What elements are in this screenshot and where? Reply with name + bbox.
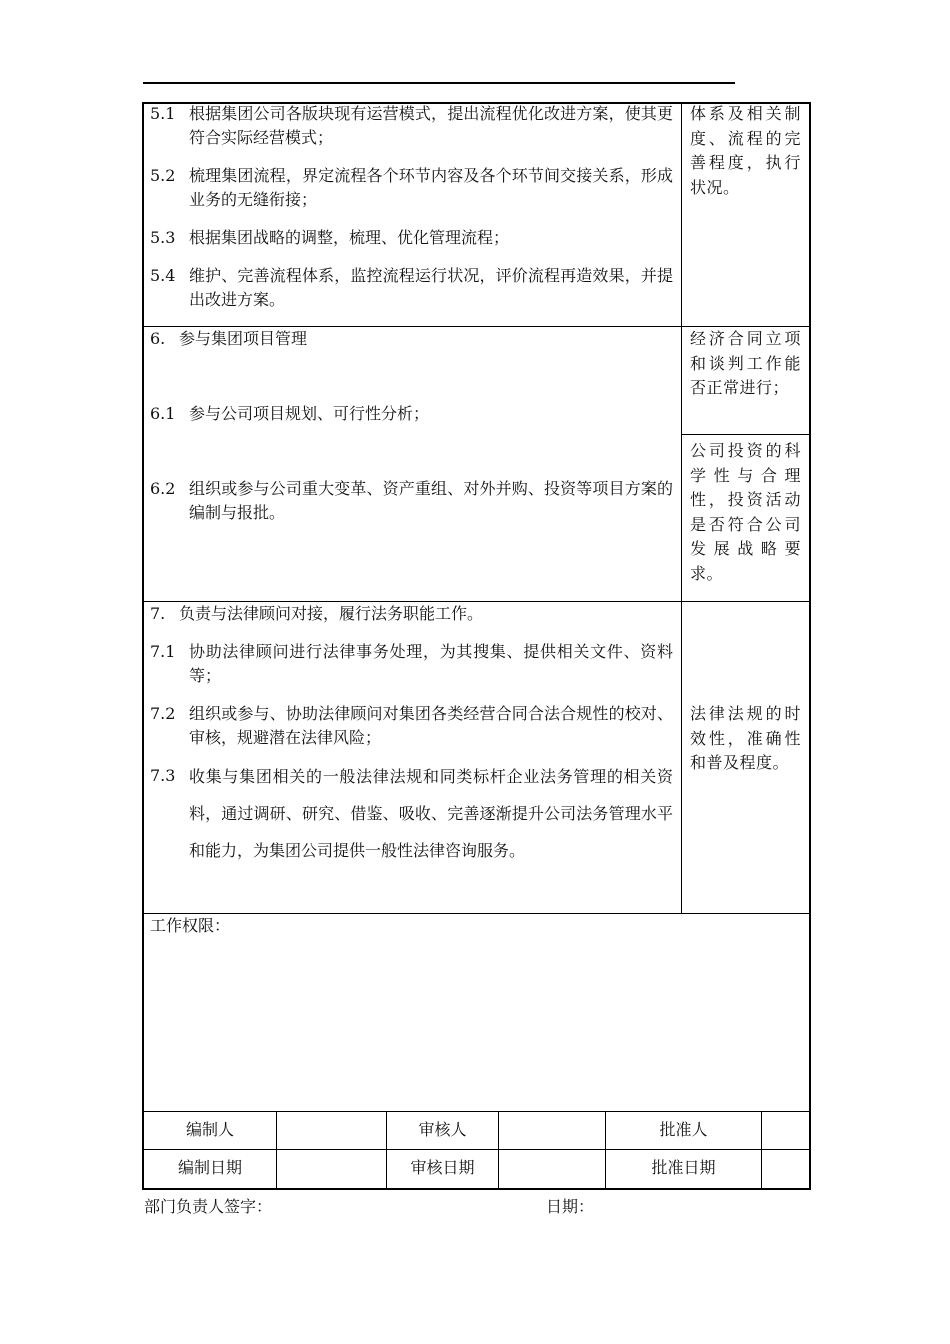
review-date-label: 审核日期 xyxy=(410,1158,475,1177)
standard-text: 经济合同立项和谈判工作能否正常进行； xyxy=(690,329,801,397)
duty-item: 5.3 根据集团战略的调整，梳理、优化管理流程； xyxy=(150,228,510,247)
duty-item: 7.2 组织或参与、协助法律顾问对集团各类经营合同合法合规性的校对、审核，规避潜在法律风险； xyxy=(150,704,673,747)
section-6-standard-2 xyxy=(682,435,809,601)
standard-text: 公司投资的科学性与合理性，投资活动是否符合公司发展战略要求。 xyxy=(690,441,801,583)
reviewer-label: 审核人 xyxy=(418,1120,467,1139)
approver-label: 批准人 xyxy=(659,1120,708,1139)
footer-date-label: 日期： xyxy=(546,1197,595,1216)
table-border-right xyxy=(809,102,811,1190)
duty-item: 6.1 参与公司项目规划、可行性分析； xyxy=(150,404,430,423)
section-6-standard-1 xyxy=(682,327,809,434)
section-heading: 7. 负责与法律顾问对接，履行法务职能工作。 xyxy=(150,604,484,623)
dept-head-signature-label: 部门负责人签字： xyxy=(144,1197,273,1216)
standard-text: 体系及相关制度、流程的完善程度，执行状况。 xyxy=(690,104,801,197)
signoff-col-5 xyxy=(761,1111,762,1189)
job-description-table xyxy=(142,102,811,1190)
editor-label: 编制人 xyxy=(185,1120,234,1139)
table-border-bottom xyxy=(142,1188,811,1190)
duty-item: 5.1 根据集团公司各版块现有运营模式，提出流程优化改进方案，使其更符合实际经营模式； xyxy=(150,104,673,147)
signoff-col-1 xyxy=(276,1111,277,1189)
work-authority-label: 工作权限： xyxy=(150,916,231,935)
duty-item: 6.2 组织或参与公司重大变革、资产重组、对外并购、投资等项目方案的编制与报批。 xyxy=(150,479,673,522)
signoff-col-3 xyxy=(498,1111,499,1189)
header-rule xyxy=(143,82,735,84)
edit-date-label: 编制日期 xyxy=(177,1158,242,1177)
duty-item: 5.2 梳理集团流程，界定流程各个环节内容及各个环节间交接关系，形成业务的无缝衔接； xyxy=(150,166,673,209)
approve-date-label: 批准日期 xyxy=(651,1158,716,1177)
section-heading: 6. 参与集团项目管理 xyxy=(150,329,308,348)
duty-item: 5.4 维护、完善流程体系，监控流程运行状况，评价流程再造效果，并提出改进方案。 xyxy=(150,266,673,309)
section-5-duties xyxy=(142,102,681,326)
section-7-standard xyxy=(682,602,809,913)
section-6-duties xyxy=(142,327,681,601)
duty-item: 7.3 收集与集团相关的一般法律法规和同类标杆企业法务管理的相关资料，通过调研、研究、借鉴、吸收、完善逐渐提升公司法务管理水平和能力，为集团公司提供一般性法律咨询服务。 xyxy=(150,766,673,860)
section-5-standard xyxy=(682,102,809,326)
section-7-duties xyxy=(142,602,681,913)
work-authority-cell xyxy=(142,914,809,1111)
duty-item: 7.1 协助法律顾问进行法律事务处理，为其搜集、提供相关文件、资料等； xyxy=(150,642,673,685)
standard-text: 法律法规的时效性，准确性和普及程度。 xyxy=(690,704,801,772)
